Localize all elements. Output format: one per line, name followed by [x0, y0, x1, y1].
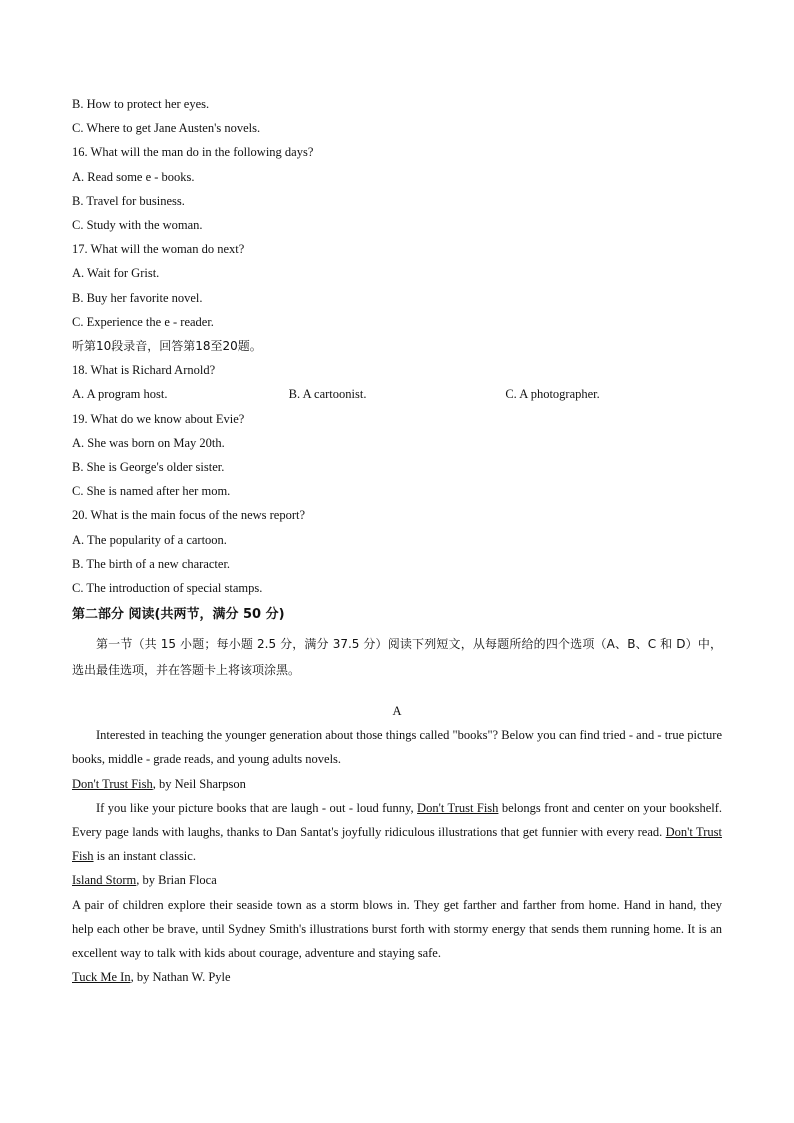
book2-author: , by Brian Floca: [136, 873, 217, 888]
q18-option-c: C. A photographer.: [505, 387, 600, 402]
book1-title: Don't Trust Fish: [72, 776, 153, 791]
q15-option-b: B. How to protect her eyes.: [72, 97, 210, 111]
book1-title-ref: Don't Trust Fish: [417, 800, 499, 815]
q19-question: 19. What do we know about Evie?: [72, 411, 245, 426]
q18-option-b: B. A cartoonist.: [288, 387, 367, 402]
passage-label: A: [392, 704, 402, 719]
book1-text-1: If you like your picture books that are laugh - out - loud funny,: [96, 800, 418, 815]
exam-page: [72, 92, 722, 990]
book1-heading: [72, 772, 722, 796]
q20-option-b: B. The birth of a new character.: [72, 556, 231, 571]
q19-option-c: C. She is named after her mom.: [72, 484, 231, 499]
q19-option-a: A. She was born on May 20th.: [72, 435, 225, 450]
q17-option-b: B. Buy her favorite novel.: [72, 290, 203, 305]
q19-option-b: B. She is George's older sister.: [72, 460, 225, 475]
book1-author: , by Neil Sharpson: [152, 776, 246, 791]
book3-title: Tuck Me In: [72, 970, 131, 985]
book1-text-3: is an instant classic.: [93, 849, 196, 864]
q17-option-c: C. Experience the e - reader.: [72, 314, 214, 329]
q18-options: [72, 382, 722, 406]
book2-heading: [72, 868, 722, 892]
book3-heading: [72, 965, 722, 989]
passage-intro: Interested in teaching the younger generation about those things called "books"? Below you can find tried - and - true picture books, middle - grade reads, and young adults novels.: [72, 728, 722, 767]
q18-option-a: A. A program host.: [72, 387, 168, 402]
q16-option-c: C. Study with the woman.: [72, 218, 203, 233]
book2-title: Island Storm: [72, 873, 137, 888]
book2-description: A pair of children explore their seaside town as a storm blows in. They get farther and farther from home. Hand in hand, they help each other be brave, until Sydney Smith's illustrations burst forth with stormy energy that sends them running home. It is an excellent way to talk with kids about courage, adventure and staying safe.: [72, 897, 722, 961]
q17-question: 17. What will the woman do next?: [72, 242, 245, 257]
q20-option-a: A. The popularity of a cartoon.: [72, 532, 227, 547]
book1-text-2: belongs front and center on your bookshelf. Every page lands with laughs, thanks to Dan Santat's joyfully ridiculous illustrations that get funnier with every read.: [72, 800, 723, 840]
segment10-instruction: 听第10段录音，回答第18至20题。: [72, 339, 262, 354]
q20-question: 20. What is the main focus of the news report?: [72, 508, 306, 523]
book1-description: [72, 796, 722, 869]
q15-option-c: C. Where to get Jane Austen's novels.: [72, 121, 261, 136]
q16-option-b: B. Travel for business.: [72, 193, 185, 208]
book3-author: , by Nathan W. Pyle: [130, 970, 231, 985]
reading-section-title: 第二部分 阅读(共两节，满分 50 分): [72, 607, 285, 623]
q18-question: 18. What is Richard Arnold?: [72, 363, 216, 378]
q20-option-c: C. The introduction of special stamps.: [72, 581, 263, 596]
book1-title-ref-2: Don't Trust Fish: [72, 825, 722, 864]
reading-instruction: 第一节（共 15 小题；每小题 2.5 分，满分 37.5 分）阅读下列短文，从每题所给的四个选项（A、B、C 和 D）中，选出最佳选项，并在答题卡上将该项涂黑。: [72, 637, 722, 678]
q17-option-a: A. Wait for Grist.: [72, 266, 160, 281]
q16-question: 16. What will the man do in the following days?: [72, 145, 314, 160]
q16-option-a: A. Read some e - books.: [72, 169, 195, 184]
